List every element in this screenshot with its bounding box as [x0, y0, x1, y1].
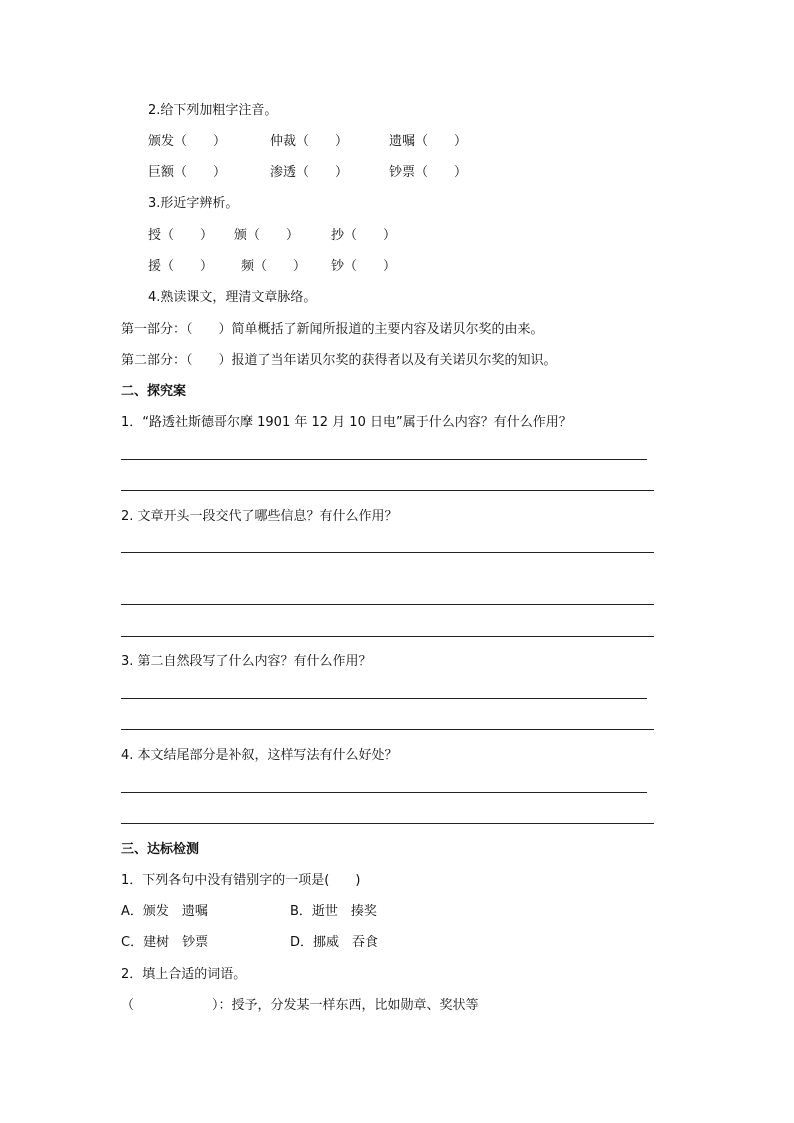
s3-question-2: 2．填上合适的词语。 [121, 967, 247, 982]
q4-title: 4.熟读课文，理清文章脉络。 [148, 290, 317, 305]
answer-line [121, 490, 654, 491]
shape-item: 钞（ ） [331, 259, 397, 274]
option-c: C．建树 钞票 [121, 935, 209, 950]
answer-line [121, 552, 654, 553]
s2-question-1: 1．“路透社斯德哥尔摩 1901 年 12 月 10 日电”属于什么内容？有什么作用？ [121, 415, 572, 430]
part-two-line: 第二部分：（ ）报道了当年诺贝尔奖的获得者以及有关诺贝尔奖的知识。 [121, 353, 557, 368]
shape-item: 授（ ） [148, 228, 214, 243]
answer-line [121, 604, 654, 605]
pinyin-item: 巨额（ ） [148, 165, 227, 180]
s2-question-2: 2. 文章开头一段交代了哪些信息？有什么作用？ [121, 509, 398, 524]
answer-line [121, 698, 647, 699]
answer-line [121, 636, 654, 637]
shape-item: 抄（ ） [331, 228, 397, 243]
section2-heading: 二、探究案 [121, 384, 187, 399]
s2-question-3: 3. 第二自然段写了什么内容？有什么作用？ [121, 654, 372, 669]
answer-line [121, 729, 654, 730]
s3-question-1: 1．下列各句中没有错别字的一项是( ) [121, 873, 361, 888]
pinyin-item: 遗嘱（ ） [389, 134, 468, 149]
option-d: D．挪威 吞食 [290, 935, 379, 950]
fill-in-line: （ ）：授予，分发某一样东西，比如勋章、奖状等 [121, 998, 479, 1013]
part-one-line: 第一部分：（ ）简单概括了新闻所报道的主要内容及诺贝尔奖的由来。 [121, 322, 544, 337]
pinyin-item: 颁发（ ） [148, 134, 227, 149]
answer-line [121, 792, 647, 793]
pinyin-item: 渗透（ ） [270, 165, 349, 180]
section3-heading: 三、达标检测 [121, 842, 200, 857]
answer-line [121, 823, 654, 824]
shape-item: 频（ ） [241, 259, 307, 274]
option-a: A．颁发 遗嘱 [121, 904, 208, 919]
shape-item: 援（ ） [148, 259, 214, 274]
s2-question-4: 4. 本文结尾部分是补叙，这样写法有什么好处？ [121, 748, 398, 763]
q3-title: 3.形近字辨析。 [148, 196, 239, 211]
pinyin-item: 仲裁（ ） [270, 134, 349, 149]
option-b: B．逝世 揍奖 [290, 904, 377, 919]
pinyin-item: 钞票（ ） [389, 165, 468, 180]
q2-title: 2.给下列加粗字注音。 [148, 103, 278, 118]
answer-line [121, 459, 647, 460]
shape-item: 颁（ ） [234, 228, 300, 243]
